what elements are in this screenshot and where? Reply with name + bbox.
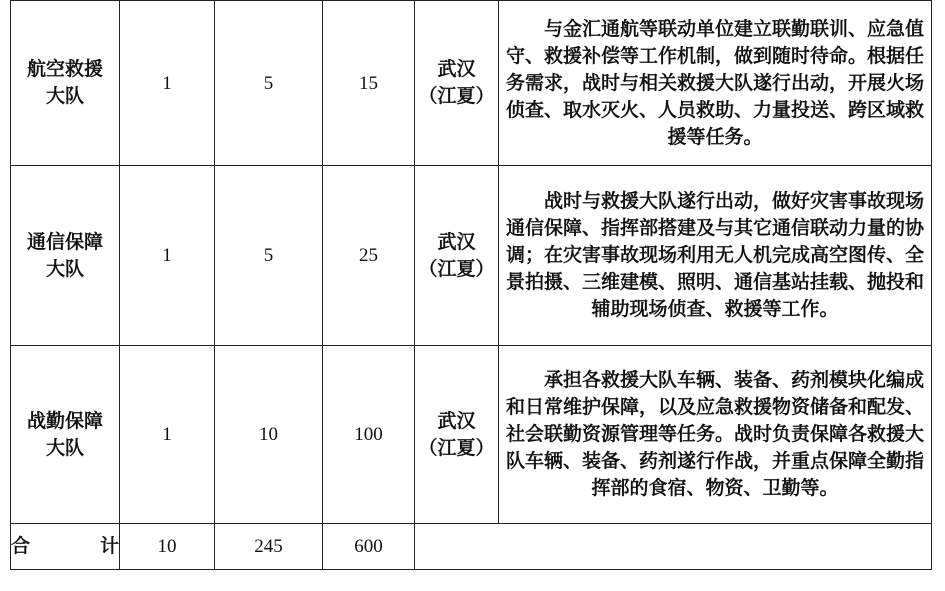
unit-count-cell: 1: [120, 346, 215, 524]
unit-name-cell: [11, 166, 120, 346]
location-line2: （江夏）: [418, 85, 495, 107]
unit-name-line1: 航空救援: [26, 58, 103, 80]
unit-name-line2: 大队: [45, 436, 84, 459]
table-row: [11, 166, 932, 346]
unit-name-line2: 大队: [45, 85, 84, 107]
total-label: 合计: [11, 524, 120, 570]
location-line2: （江夏）: [418, 436, 495, 459]
unit-count-cell: 1: [120, 166, 215, 346]
unit-name-cell: [11, 1, 120, 166]
location-line1: 武汉: [437, 230, 476, 253]
unit-name-line1: 战勤保障: [26, 409, 103, 432]
location-line2: （江夏）: [418, 257, 495, 280]
table-row: [11, 346, 932, 524]
total-personnel-count: 600: [323, 524, 415, 570]
location-line1: 武汉: [437, 409, 476, 432]
unit-name-line2: 大队: [45, 257, 84, 280]
personnel-count-cell: 25: [323, 166, 415, 346]
unit-table: [10, 0, 932, 570]
personnel-count-cell: 15: [323, 1, 415, 166]
unit-name-cell: [11, 346, 120, 524]
vehicle-count-cell: 10: [215, 346, 323, 524]
location-cell: [415, 346, 499, 524]
total-unit-count: 10: [120, 524, 215, 570]
table-row: [11, 1, 932, 166]
location-line1: 武汉: [437, 58, 476, 80]
unit-count-cell: 1: [120, 1, 215, 166]
duty-description-cell: 战时与救援大队遂行出动，做好灾害事故现场通信保障、指挥部搭建及与其它通信联动力量的协调；在灾害事故现场利用无人机完成高空图传、全景拍摄、三维建模、照明、通信基站挂载、抛投和辅助现场侦查、救援等工作。: [499, 166, 932, 346]
total-vehicle-count: 245: [215, 524, 323, 570]
total-empty-cell: [415, 524, 932, 570]
vehicle-count-cell: 5: [215, 1, 323, 166]
duty-description-cell: 与金汇通航等联动单位建立联勤联训、应急值守、救援补偿等工作机制，做到随时待命。根据任务需求，战时与相关救援大队遂行出动，开展火场侦查、取水灭火、人员救助、力量投送、跨区域救援等任务。: [499, 1, 932, 166]
location-cell: [415, 1, 499, 166]
location-cell: [415, 166, 499, 346]
personnel-count-cell: 100: [323, 346, 415, 524]
duty-description-cell: 承担各救援大队车辆、装备、药剂模块化编成和日常维护保障，以及应急救援物资储备和配发、社会联勤资源管理等任务。战时负责保障各救援大队车辆、装备、药剂遂行作战，并重点保障全勤指挥部的食宿、物资、卫勤等。: [499, 346, 932, 524]
unit-name-line1: 通信保障: [26, 230, 103, 253]
total-row: [11, 524, 932, 570]
vehicle-count-cell: 5: [215, 166, 323, 346]
